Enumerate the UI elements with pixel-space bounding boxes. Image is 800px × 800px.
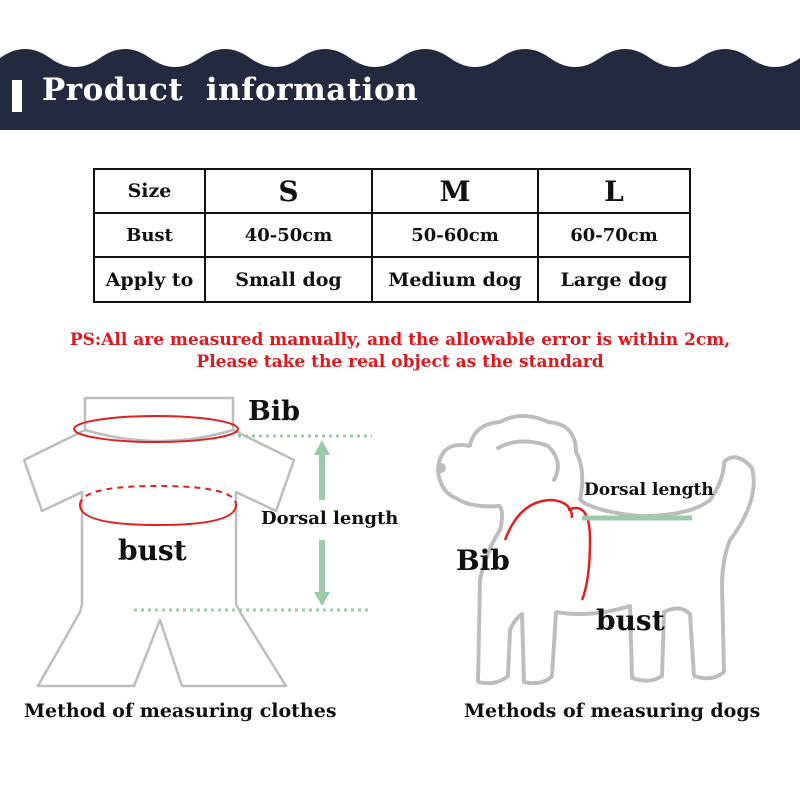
dog-bib-line — [505, 500, 572, 540]
size-m: M — [372, 169, 538, 213]
table-row-bust — [94, 213, 690, 257]
row-header-bust: Bust — [94, 213, 205, 257]
dog-bib-label: Bib — [456, 544, 510, 577]
header-banner — [0, 0, 800, 130]
size-l: L — [538, 169, 690, 213]
clothes-caption: Method of measuring clothes — [24, 700, 337, 722]
size-s: S — [205, 169, 372, 213]
clothes-bib-label: Bib — [248, 396, 300, 427]
clothes-bust-label: bust — [118, 534, 187, 567]
apply-medium: Medium dog — [372, 257, 538, 302]
dog-bust-label: bust — [596, 604, 665, 637]
bust-m: 50-60cm — [372, 213, 538, 257]
apply-large: Large dog — [538, 257, 690, 302]
dog-dorsal-length-label: Dorsal length — [584, 480, 714, 500]
dog-bust-line — [568, 508, 590, 600]
table-row-apply-to — [94, 257, 690, 302]
table-row-size — [94, 169, 690, 213]
measurement-diagrams — [0, 380, 800, 740]
row-header-apply-to: Apply to — [94, 257, 205, 302]
bust-s: 40-50cm — [205, 213, 372, 257]
clothes-dorsal-length-label: Dorsal length — [261, 508, 399, 529]
bust-l: 60-70cm — [538, 213, 690, 257]
dog-nose-icon — [436, 463, 446, 473]
measurement-note-line-2: Please take the real object as the standard — [196, 352, 604, 372]
page-title: Product information — [42, 72, 419, 108]
header-accent-bar — [12, 80, 22, 112]
apply-small: Small dog — [205, 257, 372, 302]
measurement-note-line-1: PS:All are measured manually, and the allowable error is within 2cm, — [69, 330, 731, 350]
size-table — [93, 168, 691, 303]
header-wave-background — [0, 0, 800, 130]
dog-caption: Methods of measuring dogs — [464, 700, 761, 722]
row-header-size: Size — [94, 169, 205, 213]
